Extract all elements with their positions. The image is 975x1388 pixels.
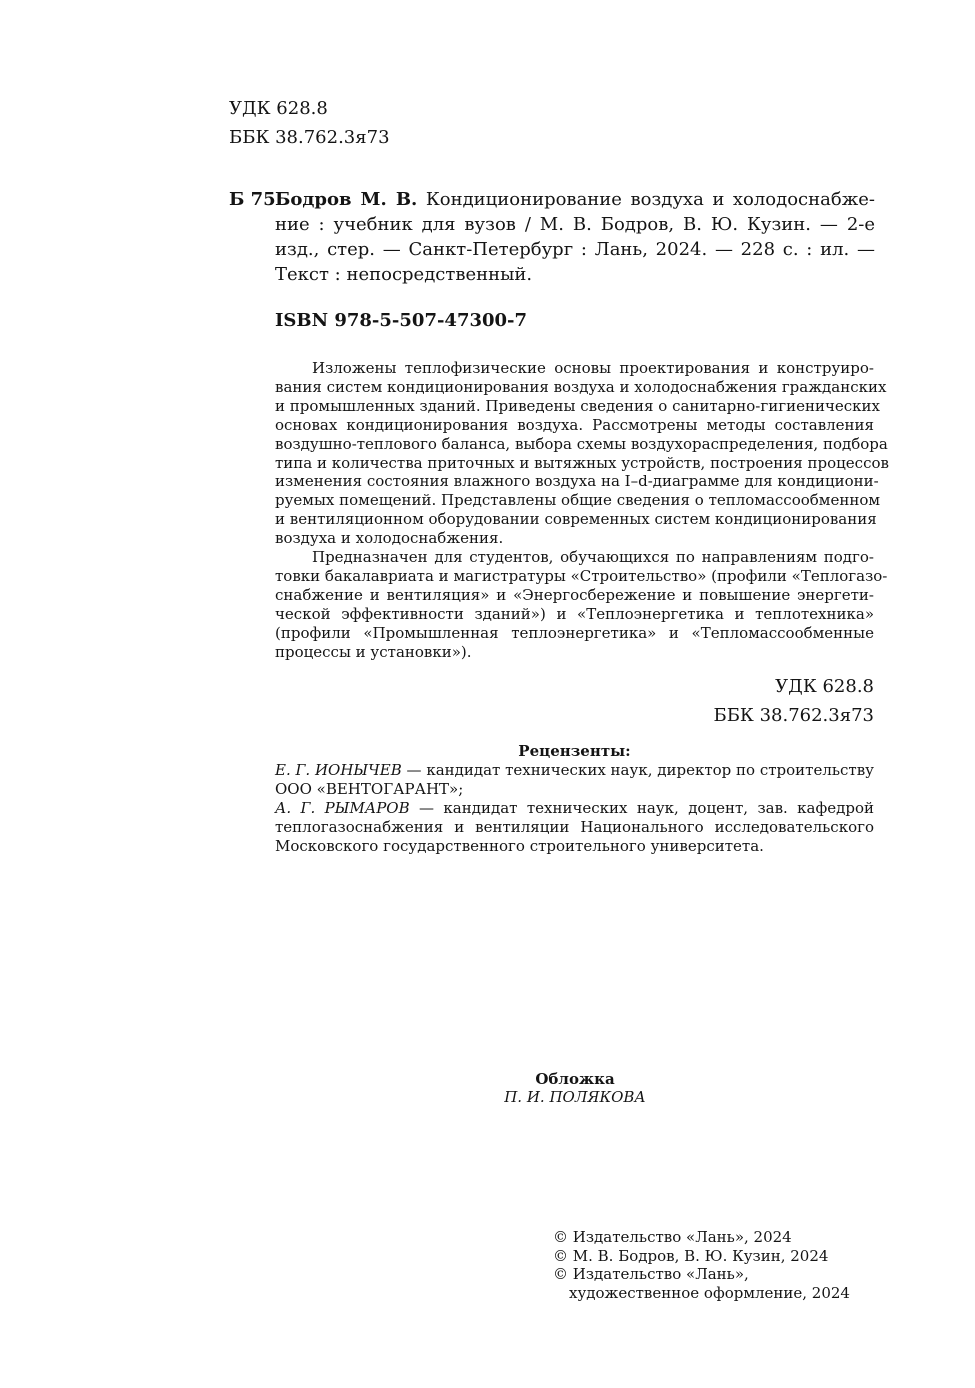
bbk-code: ББК 38.762.3я73 [713,705,874,726]
bib-line-2: ние : учебник для вузов / М. В. Бодров, В. Ю. Кузин. — 2-е [275,214,875,235]
reviewer-2-name: А. Г. РЫМАРОВ [275,799,410,817]
abstract-p2-line: процессы и установки»). [275,642,472,661]
author-name: Бодров М. В. [275,189,418,210]
abstract-p1-line: и промышленных зданий. Приведены сведения о санитарно-гигиенических [275,396,880,415]
bbk-code: ББК 38.762.3я73 [229,127,390,148]
cover-credit [475,1070,675,1106]
reviewer-1-name: Е. Г. ИОНЫЧЕВ [275,761,402,779]
abstract-p1-line: воздушно-теплового баланса, выбора схемы воздухораспределения, подбора [275,434,888,453]
abstract-p2-line: Предназначен для студентов, обучающихся по направлениям подго- [312,548,874,567]
reviewer-2-text: — кандидат технических наук, доцент, зав. кафедрой [409,799,874,817]
copyright-line: © Издательство «Лань», [553,1265,749,1283]
abstract-p2-line: снабжение и вентиляция» и «Энергосбережение и повышение энергети- [275,585,874,604]
bib-line-4: Текст : непосредственный. [275,264,533,285]
bib-line-1-text: Кондиционирование воздуха и холодоснабже- [425,189,875,210]
cover-label: Обложка [535,1070,615,1088]
abstract-p2-line: товки бакалавриата и магистратуры «Строительство» (профили «Теплогазо- [275,566,888,585]
reviewer-2-line-1 [275,799,874,818]
abstract [275,359,889,662]
abstract-p1-line: и вентиляционном оборудовании современных систем кондиционирования [275,510,877,529]
copyright-block [553,1228,850,1302]
bottom-classification-codes [713,672,874,730]
author-sign-code: Б 75 [229,189,276,210]
abstract-p1-line: изменения состояния влажного воздуха на I–d-диаграмме для кондициони- [275,472,879,491]
bibliographic-description [275,187,875,287]
reviewer-1-text: — кандидат технических наук, директор по строительству [401,761,874,779]
isbn: ISBN 978-5-507-47300-7 [275,310,528,331]
reviewer-1-line-1 [275,761,874,780]
reviewer-2-line-2: теплогазоснабжения и вентиляции Национального исследовательского [275,818,874,836]
abstract-p1-line: воздуха и холодоснабжения. [275,529,504,548]
udk-code: УДК 628.8 [775,676,874,697]
abstract-p1-line: типа и количества приточных и вытяжных устройств, построения процессов [275,453,889,472]
udk-code: УДК 628.8 [229,98,328,119]
cover-designer: П. И. ПОЛЯКОВА [504,1088,646,1106]
abstract-p1-line: руемых помещений. Представлены общие сведения о тепломассообменном [275,491,881,510]
abstract-p1-line: основах кондиционирования воздуха. Рассмотрены методы составления [275,415,874,434]
abstract-p1-line: вания систем кондиционирования воздуха и холодоснабжения гражданских [275,377,887,396]
copyright-line: © М. В. Бодров, В. Ю. Кузин, 2024 [553,1246,829,1265]
copyright-line: художественное оформление, 2024 [569,1283,850,1302]
abstract-p1-line: Изложены теплофизические основы проектирования и конструиро- [312,359,874,377]
reviewer-2-line-3: Московского государственного строительного университета. [275,837,764,855]
abstract-p2-line: ческой эффективности зданий») и «Теплоэнергетика и теплотехника» [275,604,874,623]
reviewers-block [275,742,874,856]
reviewer-1-line-2: ООО «ВЕНТОГАРАНТ»; [275,780,464,798]
reviewers-title: Рецензенты: [518,742,631,760]
abstract-p2-line: (профили «Промышленная теплоэнергетика» и «Тепломассообменные [275,623,874,642]
bib-line-3: изд., стер. — Санкт-Петербург : Лань, 2024. — 228 с. : ил. — [275,239,875,260]
bib-line-1 [275,187,875,212]
copyright-line: © Издательство «Лань», 2024 [553,1228,792,1246]
top-classification-codes [229,94,390,152]
